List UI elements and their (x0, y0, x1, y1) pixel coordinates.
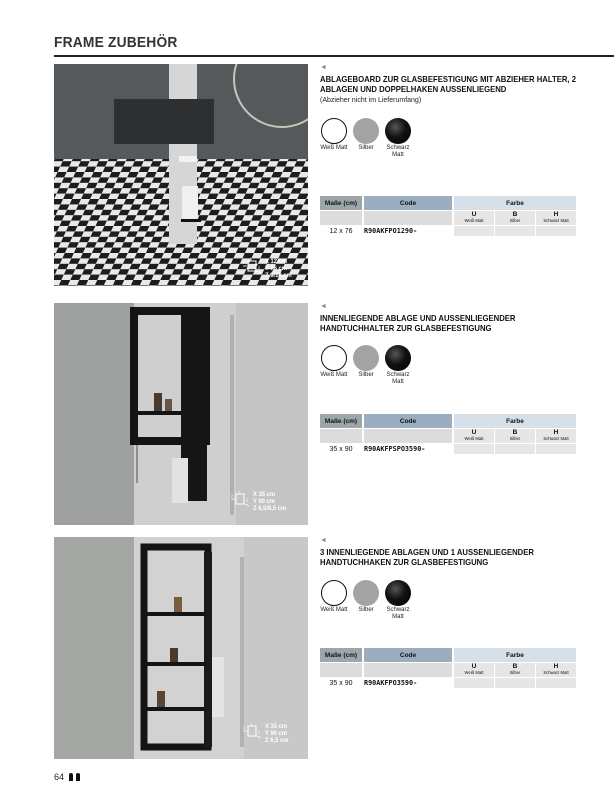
swatch-label: Silber (358, 372, 374, 378)
color-dot-black (385, 580, 411, 606)
page-title: FRAME ZUBEHÖR (54, 34, 178, 51)
section-arrow-icon: ◄ (320, 303, 327, 310)
table-spacer (320, 211, 362, 225)
dimensions-3 (242, 723, 291, 744)
dimension-x: X 35 cm (265, 723, 288, 730)
finish-column-b: B Silber (495, 663, 535, 677)
swatch-label: Schwarz Matt (386, 372, 410, 385)
dimension-z: Z 6,5 cm (265, 737, 289, 744)
swatch-white (320, 118, 348, 158)
swatch-label: Silber (358, 145, 374, 151)
dimensions-icon (230, 491, 250, 507)
swatch-label: Weiß Matt (320, 145, 348, 151)
table-spacer (320, 429, 362, 443)
svg-text:X: X (231, 494, 234, 498)
svg-text:Y: Y (238, 491, 241, 495)
color-dot-white (321, 118, 347, 144)
swatch-silver (352, 345, 380, 385)
row-code: R90AKFPO3590- (364, 679, 418, 687)
color-dot-white (321, 345, 347, 371)
table-header-farbe: Farbe (454, 648, 576, 662)
product-table-2 (320, 414, 576, 454)
dimension-z: Z 9/18 cm (265, 272, 292, 279)
swatch-white (320, 345, 348, 385)
finish-column-h: H Schwarz Matt (536, 429, 576, 443)
section-arrow-icon: ◄ (320, 537, 327, 544)
svg-text:Z: Z (258, 731, 261, 735)
table-spacer (320, 663, 362, 677)
dimensions-icon (242, 723, 262, 739)
color-swatches-2 (320, 345, 412, 385)
swatch-label: Schwarz Matt (386, 607, 410, 620)
swatch-black (384, 345, 412, 385)
section-arrow-icon: ◄ (320, 64, 327, 71)
svg-text:Y: Y (250, 723, 253, 727)
product-table-1 (320, 196, 576, 236)
color-swatches-1 (320, 118, 412, 158)
finish-column-b: B Silber (495, 211, 535, 225)
table-header-mass: Maße (cm) (320, 196, 362, 210)
color-dot-black (385, 345, 411, 371)
product-photo-2 (54, 303, 308, 525)
dimensions-1 (242, 258, 295, 279)
color-dot-black (385, 118, 411, 144)
dimension-y: Y 90 cm (253, 498, 276, 505)
table-header-mass: Maße (cm) (320, 414, 362, 428)
swatch-silver (352, 580, 380, 620)
product-title-1: ABLAGEBOARD ZUR GLASBEFESTIGUNG MIT ABZIEHER HALTER, 2 ABLAGEN UND DOPPELHAKEN AUSSENLIEGEND (320, 74, 576, 94)
finish-column-u: U Weiß Matt (454, 429, 494, 443)
title-rule (54, 55, 614, 57)
dimension-x: X 35 cm (253, 491, 276, 498)
dimensions-icon (242, 258, 262, 274)
finish-column-u: U Weiß Matt (454, 663, 494, 677)
dimensions-2 (230, 491, 290, 512)
table-spacer (364, 211, 452, 225)
product-note-1: (Abzieher nicht im Lieferumfang) (320, 97, 422, 104)
color-dot-silver (353, 345, 379, 371)
swatch-label: Schwarz Matt (386, 145, 410, 158)
color-swatches-3 (320, 580, 412, 620)
row-mass: 35 x 90 (329, 679, 353, 687)
swatch-label: Weiß Matt (320, 607, 348, 613)
svg-text:Z: Z (258, 266, 261, 270)
finish-column-u: U Weiß Matt (454, 211, 494, 225)
row-code: R90AKFPO1290- (364, 227, 418, 235)
swatch-label: Silber (358, 607, 374, 613)
brand-logo-icon (68, 772, 82, 782)
row-mass: 12 x 76 (329, 227, 353, 235)
table-header-mass: Maße (cm) (320, 648, 362, 662)
product-photo-3 (54, 537, 308, 759)
finish-column-b: B Silber (495, 429, 535, 443)
row-mass: 35 x 90 (329, 445, 353, 453)
color-dot-white (321, 580, 347, 606)
swatch-silver (352, 118, 380, 158)
dimension-y: Y 76 cm (265, 265, 288, 272)
svg-text:X: X (243, 261, 246, 265)
finish-column-h: H Schwarz Matt (536, 663, 576, 677)
product-title-2: INNENLIEGENDE ABLAGE UND AUSSENLIEGENDER HANDTUCHHALTER ZUR GLASBEFESTIGUNG (320, 313, 516, 333)
product-title-3: 3 INNENLIEGENDE ABLAGEN UND 1 AUSSENLIEGENDER HANDTUCHHAKEN ZUR GLASBEFESTIGUNG (320, 547, 534, 567)
color-dot-silver (353, 118, 379, 144)
svg-text:Y: Y (250, 258, 253, 262)
dimension-y: Y 90 cm (265, 730, 288, 737)
swatch-white (320, 580, 348, 620)
table-header-code: Code (364, 196, 452, 210)
finish-column-h: H Schwarz Matt (536, 211, 576, 225)
svg-text:Z: Z (246, 499, 249, 503)
table-header-farbe: Farbe (454, 414, 576, 428)
table-row (320, 678, 576, 688)
color-dot-silver (353, 580, 379, 606)
swatch-label: Weiß Matt (320, 372, 348, 378)
table-header-code: Code (364, 414, 452, 428)
table-header-code: Code (364, 648, 452, 662)
table-spacer (364, 663, 452, 677)
product-photo-1 (54, 64, 308, 286)
dimension-x: X 12 cm (265, 258, 288, 265)
page-number: 64 (54, 772, 65, 782)
dimension-z: Z 6,5/8,5 cm (253, 505, 287, 512)
swatch-black (384, 118, 412, 158)
svg-text:X: X (243, 726, 246, 730)
swatch-black (384, 580, 412, 620)
table-row (320, 444, 576, 454)
table-spacer (364, 429, 452, 443)
row-code: R90AKFPSPO3590- (364, 445, 426, 453)
table-header-farbe: Farbe (454, 196, 576, 210)
product-table-3 (320, 648, 576, 688)
table-row (320, 226, 576, 236)
